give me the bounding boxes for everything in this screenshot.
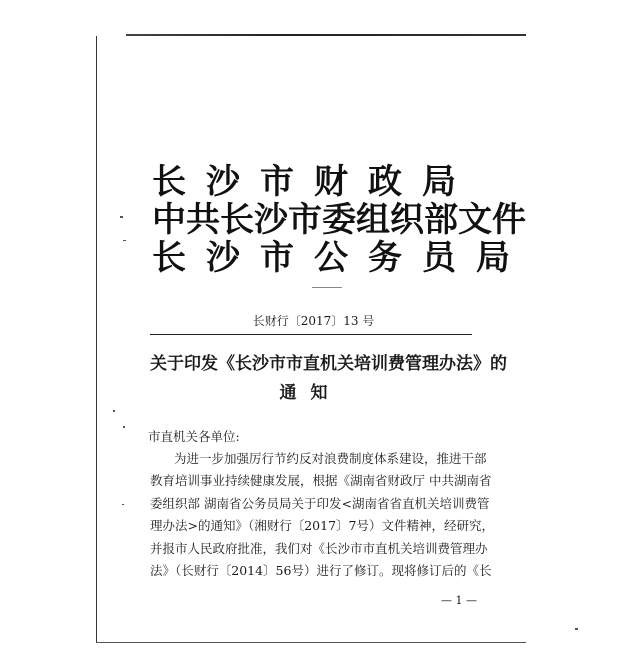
issuer-finance-bureau: 长沙市财政局 <box>152 162 476 202</box>
header-divider-rule <box>150 334 472 335</box>
scan-speck <box>122 504 124 505</box>
scan-speck <box>123 240 126 241</box>
body-line: 为进一步加强厉行节约反对浪费制度体系建设，推进干部 <box>174 451 487 466</box>
body-line: 理办法>的通知》（湘财行〔2017〕7号）文件精神，经研究， <box>150 518 494 533</box>
document-number-wrapper <box>0 314 621 328</box>
issuer-civil-service-bureau: 长沙市公务员局 <box>152 238 530 278</box>
document-number: 长财行〔2017〕13 号 <box>252 314 375 328</box>
body-line: 并报市人民政府批准，我们对《长沙市市直机关培训费管理办 <box>150 541 488 556</box>
body-line: 法》（长财行〔2014〕56号）进行了修订。现将修订后的《长 <box>150 563 492 578</box>
scan-speck <box>575 628 578 630</box>
document-title-line-2: 通知 <box>279 383 342 403</box>
issuer-organization-department: 中共长沙市委组织部文件 <box>152 200 526 240</box>
body-line: 教育培训事业持续健康发展，根据《湖南省财政厅 中共湖南省 <box>150 473 492 488</box>
scan-speck <box>123 426 125 428</box>
scan-speck <box>120 216 123 218</box>
scan-top-edge <box>126 34 526 36</box>
salutation: 市直机关各单位: <box>148 429 240 444</box>
scan-speck <box>312 287 342 288</box>
scan-left-edge <box>96 36 97 642</box>
page-number: — 1 — <box>441 594 477 607</box>
scan-bottom-edge <box>96 642 526 643</box>
scan-speck <box>113 410 115 412</box>
body-line: 委组织部 湖南省公务员局关于印发<湖南省省直机关培训费管 <box>150 496 490 511</box>
document-title-line-1: 关于印发《长沙市市直机关培训费管理办法》的 <box>150 354 507 374</box>
